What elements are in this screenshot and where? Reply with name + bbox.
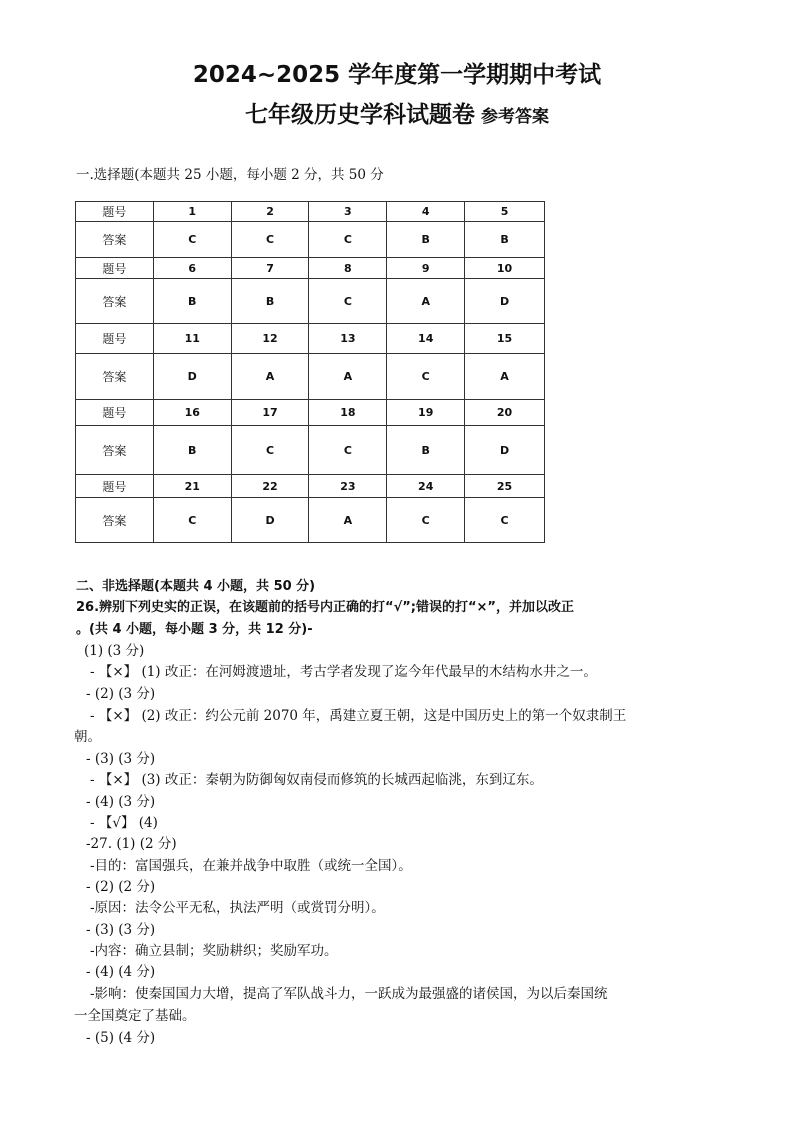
answer-cell: B — [231, 279, 309, 324]
row-label: 答案 — [76, 222, 154, 258]
row-label: 题号 — [76, 475, 154, 498]
answer-line: -目的：富国强兵，在兼并战争中取胜（或统一全国）。 — [90, 858, 412, 874]
question-number: 5 — [465, 202, 545, 222]
answer-cell: B — [387, 426, 465, 475]
answer-cell: A — [309, 354, 387, 400]
question-number: 12 — [231, 324, 309, 354]
row-label: 题号 — [76, 258, 154, 279]
table-row — [76, 324, 545, 354]
answer-cell: A — [465, 354, 545, 400]
table-row — [76, 400, 545, 426]
question-26-instructions: 26.辨别下列史实的正误，在该题前的括号内正确的打“√”;错误的打“×”，并加以改正 — [76, 600, 574, 615]
answer-line: - 【×】 (3) 改正：秦朝为防御匈奴南侵而修筑的长城西起临洮，东到辽东。 — [90, 772, 543, 788]
answer-cell: C — [231, 426, 309, 475]
question-number: 11 — [153, 324, 231, 354]
answer-cell: C — [387, 354, 465, 400]
table-row — [76, 426, 545, 475]
answer-line: (1) (3 分) — [84, 643, 145, 659]
answer-cell: C — [153, 222, 231, 258]
exam-subtitle — [0, 96, 794, 129]
answer-key-label: 参考答案 — [475, 107, 549, 127]
answer-cell: A — [231, 354, 309, 400]
answer-table — [75, 201, 545, 543]
answer-line: - (5) (4 分) — [86, 1030, 156, 1046]
answer-line: - (4) (4 分) — [86, 964, 156, 980]
question-number: 6 — [153, 258, 231, 279]
question-number: 2 — [231, 202, 309, 222]
question-number: 25 — [465, 475, 545, 498]
row-label: 答案 — [76, 354, 154, 400]
section2-heading: 二、非选择题(本题共 4 小题，共 50 分) — [76, 579, 316, 594]
answer-line: - (2) (2 分) — [86, 879, 156, 895]
answer-line: -原因：法令公平无私，执法严明（或赏罚分明）。 — [90, 900, 385, 916]
question-number: 20 — [465, 400, 545, 426]
answer-cell: D — [465, 279, 545, 324]
answer-cell: B — [387, 222, 465, 258]
answer-line: - (2) (3 分) — [86, 686, 156, 702]
question-number: 10 — [465, 258, 545, 279]
table-row — [76, 202, 545, 222]
question-number: 23 — [309, 475, 387, 498]
question-number: 8 — [309, 258, 387, 279]
table-row — [76, 498, 545, 543]
table-row — [76, 222, 545, 258]
question-number: 15 — [465, 324, 545, 354]
question-26-instructions-cont: 。(共 4 小题，每小题 3 分，共 12 分)- — [76, 622, 313, 637]
question-number: 21 — [153, 475, 231, 498]
answer-cell: A — [387, 279, 465, 324]
answer-cell: B — [153, 279, 231, 324]
answer-cell: C — [387, 498, 465, 543]
answer-cell: C — [153, 498, 231, 543]
question-number: 13 — [309, 324, 387, 354]
answer-line: - (3) (3 分) — [86, 922, 156, 938]
row-label: 题号 — [76, 400, 154, 426]
table-row — [76, 354, 545, 400]
table-row — [76, 475, 545, 498]
question-number: 22 — [231, 475, 309, 498]
answer-cell: C — [309, 279, 387, 324]
answer-cell: B — [465, 222, 545, 258]
answer-line: 一全国奠定了基础。 — [74, 1008, 196, 1024]
answer-line: - 【×】 (1) 改正：在河姆渡遗址，考古学者发现了迄今年代最早的木结构水井之一。 — [90, 664, 597, 680]
question-number: 14 — [387, 324, 465, 354]
question-number: 16 — [153, 400, 231, 426]
answer-cell: C — [309, 426, 387, 475]
answer-cell: D — [231, 498, 309, 543]
answer-line: - 【√】 (4) — [90, 815, 158, 831]
row-label: 题号 — [76, 324, 154, 354]
answer-cell: A — [309, 498, 387, 543]
row-label: 题号 — [76, 202, 154, 222]
answer-line: -27. (1) (2 分) — [86, 836, 177, 852]
question-number: 4 — [387, 202, 465, 222]
question-number: 17 — [231, 400, 309, 426]
section1-heading: 一.选择题(本题共 25 小题，每小题 2 分，共 50 分 — [76, 167, 384, 183]
question-number: 7 — [231, 258, 309, 279]
row-label: 答案 — [76, 426, 154, 475]
answer-cell: C — [465, 498, 545, 543]
question-number: 9 — [387, 258, 465, 279]
answer-line: - (4) (3 分) — [86, 794, 156, 810]
answer-cell: C — [309, 222, 387, 258]
question-number: 24 — [387, 475, 465, 498]
answer-line: - 【×】 (2) 改正：约公元前 2070 年，禹建立夏王朝，这是中国历史上的第一个奴隶制王 — [90, 708, 627, 724]
exam-title: 2024~2025 学年度第一学期期中考试 — [192, 62, 602, 88]
table-row — [76, 258, 545, 279]
answer-line: -影响：使秦国国力大增，提高了军队战斗力，一跃成为最强盛的诸侯国，为以后秦国统 — [90, 986, 608, 1002]
subtitle-main: 七年级历史学科试题卷 — [245, 102, 476, 128]
row-label: 答案 — [76, 279, 154, 324]
question-number: 18 — [309, 400, 387, 426]
answer-cell: D — [465, 426, 545, 475]
question-number: 19 — [387, 400, 465, 426]
answer-line: - (3) (3 分) — [86, 751, 156, 767]
answer-cell: C — [231, 222, 309, 258]
answer-cell: B — [153, 426, 231, 475]
answer-cell: D — [153, 354, 231, 400]
table-row — [76, 279, 545, 324]
row-label: 答案 — [76, 498, 154, 543]
question-number: 3 — [309, 202, 387, 222]
answer-line: -内容：确立县制；奖励耕织；奖励军功。 — [90, 943, 338, 959]
answer-line: 朝。 — [74, 729, 101, 745]
question-number: 1 — [153, 202, 231, 222]
